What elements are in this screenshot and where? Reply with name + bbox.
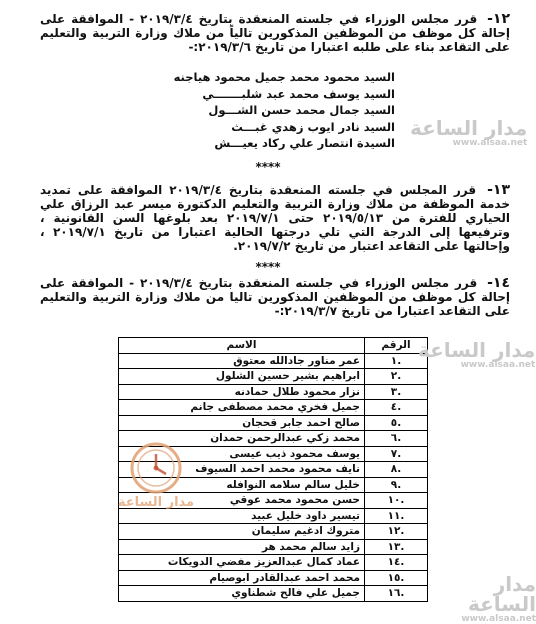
row-number: .١٦ [365,586,428,602]
row-name: نزار محمود طلال حمادنه [119,384,365,400]
table-row [119,369,428,385]
column-header-name: الاسم [119,338,365,354]
list-item: السيد جمال محمد حسن الشـــول [208,103,395,117]
list-item: السيد نادر ايوب زهدي غبـــث [231,119,395,134]
row-number: .٦ [365,431,428,447]
table-row [119,353,428,369]
decision-13-text: قرر المجلس في جلسته المنعقدة بتاريخ ٢٠١٩/٣/٤ الموافقة على تمديد خدمة الموظفة من ملاك وزارة التربية والتعليم الدكتورة ميسر عبد الرزاق علي الحياري للفترة من ٢٠١٩/٥/١٣ حتى ٢٠١٩/٧/١ بعد بلوغها السن القانونية ، وترفيعها إلى الدرجة التي تلي درجتها الحالية اعتبارا من تاريخ ٢٠١٩/٧/١ ، وإحالتها على التقاعد اعتبار من تاريخ ٢٠١٩/٧/٢. [40,183,511,253]
list-item: السيدة انتصار علي ركاد يعيـــش [214,136,395,150]
decision-12-text: قرر مجلس الوزراء في جلسته المنعقدة بتاريخ ٢٠١٩/٣/٤ - الموافقة على إحالة كل موظف من الموظفين المذكورين تالياً من ملاك وزارة التربية والتعليم على التقاعد بناء على طلبه اعتبارا من تاريخ ٢٠١٩/٣/٦:- [40,12,510,54]
retiree-list-12 [173,69,395,152]
row-number: .٣ [365,384,428,400]
row-number: .١٤ [365,555,428,571]
table-row [119,539,428,555]
watermark [418,340,535,370]
row-number: .١ [365,353,428,369]
decision-13 [40,183,510,253]
column-header-number: الرقم [365,338,428,354]
watermark-url: www.alsaa.net [452,138,528,148]
row-number: .١٢ [365,524,428,540]
watermark-url: www.alsaa.net [461,614,536,624]
table-row [119,570,428,586]
row-name: صالح احمد جابر قحجان [119,415,365,431]
table-row [119,384,428,400]
row-number: .٢ [365,369,428,385]
watermark-title: مدار الساعة [467,572,536,616]
list-item: السيد محمود محمد جميل محمود هياجنه [173,70,395,84]
row-name: جميل فخري محمد مصطفى جانم [119,400,365,416]
row-number: .١٣ [365,539,428,555]
row-number: .١٥ [365,570,428,586]
separator-stars: **** [255,260,281,274]
list-item: السيد يوسف محمد عبد شلبـــــــي [202,86,395,101]
row-name: حسن محمود محمد عوقي [119,493,365,509]
watermark-url: www.alsaa.net [460,360,536,370]
clock-logo-icon [108,432,198,512]
row-name: تيسير داود خليل عبيد [119,508,365,524]
row-name: عماد كمال عبدالعزيز مفضي الدويكات [119,555,365,571]
row-number: .١٠ [365,493,428,509]
row-name: نايف محمود محمد احمد السيوف [119,462,365,478]
row-name: محمد احمد عبدالقادر ابوصيام [119,570,365,586]
row-name: ابراهيم بشير حسين الشلول [119,369,365,385]
logo-text: مدار الساعة [117,495,195,510]
table-row [119,415,428,431]
watermark-title: مدار الساعة [410,116,528,140]
row-number: .٤ [365,400,428,416]
row-name: زايد سالم محمد هر [119,539,365,555]
decision-14-text: قرر مجلس الوزراء في جلسته المنعقدة بتاريخ ٢٠١٩/٣/٤ - الموافقة على إحالة كل موظف من الموظفين المذكورين تاليا من ملاك وزارة التربية والتعليم على التقاعد اعتبارا من تاريخ ٢٠١٩/٣/٧:- [40,276,510,318]
table-row [119,400,428,416]
row-name: عمر مناور جادالله معتوق [119,353,365,369]
row-name: متروك ادغيم سليمان [119,524,365,540]
decision-12-number: ١٢- [487,11,511,27]
row-number: .٧ [365,446,428,462]
row-name: يوسف محمود ذيب عيسى [119,446,365,462]
separator-stars: **** [255,160,281,174]
row-number: .٥ [365,415,428,431]
decision-14 [40,276,510,318]
watermark-title: مدار الساعة [418,338,536,362]
row-number: .٨ [365,462,428,478]
table-row [119,524,428,540]
row-number: .١١ [365,508,428,524]
watermark [410,118,527,148]
table-row [119,555,428,571]
decision-13-number: ١٣- [487,182,510,198]
row-name: خليل سالم سلامه النوافله [119,477,365,493]
decision-14-number: ١٤- [487,275,511,291]
row-name: محمد زكي عبدالرحمن حمدان [119,431,365,447]
watermark [440,574,536,624]
table-header-row [119,338,428,354]
table-row [119,586,428,602]
row-name: جميل علي فالح شطناوي [119,586,365,602]
row-number: .٩ [365,477,428,493]
decision-12 [40,12,510,54]
